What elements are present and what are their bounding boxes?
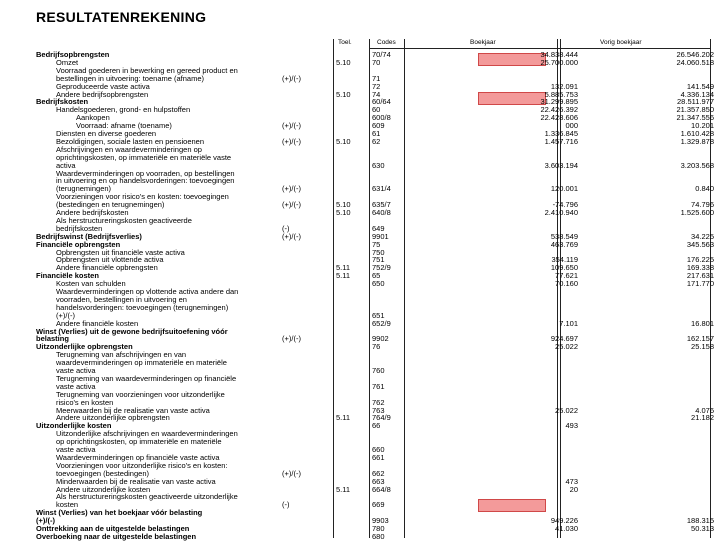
row-previous-value: 24.060.518 xyxy=(676,57,714,67)
header-current-year: Boekjaar xyxy=(470,39,496,46)
row-current-value: 463.769 xyxy=(550,239,578,249)
row-code: 74 xyxy=(372,89,381,99)
row-previous-value: 21.182 xyxy=(691,413,714,423)
row-label: Overboeking naar de uitgestelde belastingen xyxy=(36,531,197,541)
row-code: 661 xyxy=(372,452,385,462)
header-previous-year: Vorig boekjaar xyxy=(600,39,642,46)
row-current-value: 70.160 xyxy=(555,279,578,289)
row-toel: 5.10 xyxy=(336,200,351,210)
row-previous-value: 50.313 xyxy=(691,524,714,533)
row-sign: (+)/(-) xyxy=(282,121,301,131)
header-underline xyxy=(369,48,710,49)
row-previous-value: 141.549 xyxy=(686,81,714,91)
row-previous-value: 217.631 xyxy=(686,271,714,281)
row-label: Terugneming van afschrijvingen en van xyxy=(56,350,187,360)
row-label: Afschrijvingen en waardeverminderingen op xyxy=(56,144,202,154)
row-previous-value: 21.347.556 xyxy=(676,113,714,123)
row-label: Kosten van schulden xyxy=(56,279,126,289)
row-previous-value: 1.610.428 xyxy=(680,129,714,138)
row-code: 62 xyxy=(372,136,381,146)
row-code: 651 xyxy=(372,310,385,320)
row-code: 649 xyxy=(372,223,385,233)
row-label: belasting xyxy=(36,334,69,344)
row-code: 650 xyxy=(372,279,385,289)
row-sign: (+)/(-) xyxy=(282,136,301,146)
row-label: bedrijfskosten xyxy=(56,223,103,233)
row-label: (terugnemingen) xyxy=(56,184,112,194)
row-label: Uitzonderlijke afschrijvingen en waardeverminderingen xyxy=(56,429,238,439)
income-statement-table xyxy=(30,36,714,541)
row-code: 60/64 xyxy=(372,97,391,107)
row-code: 662 xyxy=(372,468,385,478)
row-label: voorraden, bestellingen in uitvoering en xyxy=(56,294,187,304)
row-sign: (+)/(-) xyxy=(282,231,301,241)
row-code: 751 xyxy=(372,255,385,265)
row-sign: (+)/(-) xyxy=(282,73,301,83)
row-toel: 5.10 xyxy=(336,89,351,99)
row-toel: 5.11 xyxy=(336,263,351,273)
row-code: 760 xyxy=(372,366,385,375)
row-current-value: 120.001 xyxy=(550,184,578,194)
row-code: 9903 xyxy=(372,516,389,526)
row-label: Bedrijfsopbrengsten xyxy=(36,50,110,59)
row-code: 780 xyxy=(372,524,385,533)
row-previous-value: 188.315 xyxy=(686,516,714,526)
row-label: Bezoldigingen, sociale lasten en pensioenen xyxy=(56,136,205,146)
row-label: kosten xyxy=(56,500,79,510)
row-current-value: 3.603.194 xyxy=(544,160,578,170)
row-current-value: 5.885.753 xyxy=(544,89,578,99)
row-code: 680 xyxy=(372,531,385,541)
row-code: 600/8 xyxy=(372,113,391,123)
row-label: Financiële opbrengsten xyxy=(36,239,121,249)
row-code: 669 xyxy=(372,500,385,510)
row-previous-value: 74.796 xyxy=(691,200,714,210)
row-label: Winst (Verlies) van het boekjaar vóór belasting xyxy=(36,508,203,518)
row-previous-value: 28.511.977 xyxy=(677,97,714,107)
row-label: waardeverminderingen op immateriële en materiële xyxy=(56,358,227,368)
row-code: 640/8 xyxy=(372,208,391,217)
row-label: Voorzieningen voor uitzonderlijke risico's en kosten: xyxy=(56,460,228,470)
row-label: Minderwaarden bij de realisatie van vaste activa xyxy=(56,476,216,486)
row-toel: 5.11 xyxy=(336,484,351,494)
row-current-value: 22.426.392 xyxy=(540,105,578,115)
row-sign: (+)/(-) xyxy=(282,468,301,478)
row-previous-value: 1.329.878 xyxy=(680,136,714,146)
row-code: 9901 xyxy=(372,231,389,241)
row-current-value: 132.091 xyxy=(550,81,578,91)
row-previous-value: 34.225 xyxy=(691,231,714,241)
row-code: 61 xyxy=(372,129,381,138)
row-code: 660 xyxy=(372,445,385,454)
row-previous-value: 1.525.600 xyxy=(680,208,714,217)
row-previous-value: 3.203.568 xyxy=(680,160,714,170)
row-label: Bedrijfskosten xyxy=(36,97,89,107)
row-label: bestellingen in uitvoering: toename (afname) xyxy=(56,73,205,83)
row-previous-value: 0.840 xyxy=(695,184,714,194)
row-toel: 5.11 xyxy=(336,271,351,281)
row-current-value: 25.022 xyxy=(555,342,578,352)
row-previous-value: 10.201 xyxy=(691,121,714,131)
row-label: Diensten en diverse goederen xyxy=(56,129,157,138)
row-label: vaste activa xyxy=(56,366,96,375)
row-code: 9902 xyxy=(372,334,389,344)
row-code: 72 xyxy=(372,81,381,91)
row-code: 76 xyxy=(372,342,381,352)
row-label: Uitzonderlijke opbrengsten xyxy=(36,342,133,352)
row-label: Andere bedrijfskosten xyxy=(56,208,129,217)
row-label: Als herstructureringskosten geactiveerde uitzonderlijke xyxy=(56,492,238,502)
row-code: 763 xyxy=(372,405,385,415)
row-label: toevoegingen (bestedingen) xyxy=(56,468,149,478)
row-previous-value: 4.336.134 xyxy=(680,89,714,99)
row-code: 635/7 xyxy=(372,200,391,210)
row-sign: (+)/(-) xyxy=(282,334,301,344)
row-label: Opbrengsten uit vlottende activa xyxy=(56,255,164,265)
row-label: activa xyxy=(56,160,76,170)
row-label: Meerwaarden bij de realisatie van vaste activa xyxy=(56,405,210,415)
row-current-value: 1.336.845 xyxy=(544,129,578,138)
row-current-value: 493 xyxy=(565,421,578,431)
row-toel: 5.10 xyxy=(336,57,351,67)
row-label: handelsvorderingen: toevoegingen (terugnemingen) xyxy=(56,302,229,312)
row-label: Terugneming van voorzieningen voor uitzonderlijke xyxy=(56,389,225,399)
row-current-value: 77.621 xyxy=(555,271,578,281)
row-label: vaste activa xyxy=(56,445,96,454)
row-current-value: 538.549 xyxy=(550,231,578,241)
row-toel: 5.11 xyxy=(336,413,351,423)
row-label: Omzet xyxy=(56,57,79,67)
row-label: vaste activa xyxy=(56,381,96,391)
row-code: 752/9 xyxy=(372,263,391,273)
row-label: Handelsgoederen, grond- en hulpstoffen xyxy=(56,105,191,115)
row-code: 764/9 xyxy=(372,413,391,423)
row-code: 631/4 xyxy=(372,184,391,194)
row-toel: 5.10 xyxy=(336,136,351,146)
row-sign: (+)/(-) xyxy=(282,184,301,194)
row-previous-value: 345.563 xyxy=(686,239,714,249)
row-label: Andere uitzonderlijke kosten xyxy=(56,484,151,494)
row-label: (+)/(-) xyxy=(36,516,55,526)
row-label: Financiële kosten xyxy=(36,271,99,281)
row-sign: (-) xyxy=(282,500,290,510)
row-label: Uitzonderlijke kosten xyxy=(36,421,112,431)
row-label: risico's en kosten xyxy=(56,397,114,407)
row-current-value: 000 xyxy=(565,121,578,131)
row-code: 65 xyxy=(372,271,381,281)
row-previous-value: 16.801 xyxy=(691,318,714,328)
row-label: Opbrengsten uit financiële vaste activa xyxy=(56,247,185,257)
row-label: Voorraad goederen in bewerking en gereed product en xyxy=(56,65,238,75)
row-current-value: 7.101 xyxy=(559,318,578,328)
row-label: Onttrekking aan de uitgestelde belastingen xyxy=(36,524,190,533)
header-toel: Toel. xyxy=(338,39,352,46)
row-sign: (-) xyxy=(282,223,290,233)
row-current-value: 1.457.716 xyxy=(544,136,578,146)
row-current-value: 34.838.444 xyxy=(540,50,578,59)
row-label: Terugneming van waardeverminderingen op financiële xyxy=(56,373,237,383)
row-label: Waardeverminderingen op vlottende activa andere dan xyxy=(56,287,239,296)
row-label: Bedrijfswinst (Bedrijfsverlies) xyxy=(36,231,142,241)
row-code: 652/9 xyxy=(372,318,391,328)
row-label: Voorzieningen voor risico's en kosten: toevoegingen xyxy=(56,192,229,202)
row-label: Winst (Verlies) uit de gewone bedrijfsuitoefening vóór xyxy=(36,326,228,336)
row-label: Andere financiële opbrengsten xyxy=(56,263,158,273)
row-previous-value: 171.770 xyxy=(686,279,714,289)
row-label: Andere financiële kosten xyxy=(56,318,139,328)
row-code: 71 xyxy=(372,73,381,83)
row-code: 750 xyxy=(372,247,385,257)
row-label: Voorraad: afname (toename) xyxy=(76,121,172,131)
row-code: 664/8 xyxy=(372,484,391,494)
row-current-value: 924.697 xyxy=(550,334,578,344)
row-current-value: 41.030 xyxy=(555,524,578,533)
row-label: (bestedingen en terugnemingen) xyxy=(56,200,165,210)
row-label: Als herstructureringskosten geactiveerde xyxy=(56,215,192,225)
row-current-value: 2.410.940 xyxy=(544,208,578,217)
row-current-value: 25.700.000 xyxy=(540,57,578,67)
row-previous-value: 4.076 xyxy=(695,405,714,415)
row-current-value: 109.650 xyxy=(550,263,578,273)
row-code: 762 xyxy=(372,397,385,407)
row-toel: 5.10 xyxy=(336,208,351,217)
row-previous-value: 169.338 xyxy=(686,263,714,273)
row-code: 60 xyxy=(372,105,381,115)
row-code: 663 xyxy=(372,476,385,486)
row-code: 609 xyxy=(372,121,385,131)
row-current-value: -74.796 xyxy=(552,200,578,210)
row-previous-value: 26.546.202 xyxy=(676,50,714,59)
row-current-value: 31.299.895 xyxy=(540,97,578,107)
row-current-value: 473 xyxy=(565,476,578,486)
row-code: 66 xyxy=(372,421,381,431)
row-code: 70/74 xyxy=(372,50,391,59)
row-label: Andere bedrijfsopbrengsten xyxy=(56,89,149,99)
row-code: 761 xyxy=(372,381,385,391)
row-previous-value: 25.158 xyxy=(691,342,714,352)
row-label: Waardeverminderingen op voorraden, op bestellingen xyxy=(56,168,235,178)
row-code: 75 xyxy=(372,239,381,249)
row-sign: (+)/(-) xyxy=(282,200,301,210)
row-current-value: 25.022 xyxy=(555,405,578,415)
row-label: in uitvoering en op handelsvorderingen: toevoegingen xyxy=(56,176,235,186)
header-codes: Codes xyxy=(377,39,396,46)
row-label: oprichtingskosten, op immateriële en materiële vaste xyxy=(56,152,232,162)
row-current-value: 20 xyxy=(569,484,578,494)
row-label: Waardeverminderingen op financiële vaste activa xyxy=(56,452,220,462)
row-current-value: 949.226 xyxy=(550,516,578,526)
row-previous-value: 162.157 xyxy=(686,334,714,344)
row-current-value: 354.119 xyxy=(551,255,578,265)
row-current-value: 22.428.606 xyxy=(540,113,578,123)
row-label: op oprichtingskosten, op immateriële en materiële xyxy=(56,437,222,447)
row-label: Geproduceerde vaste activa xyxy=(56,81,150,91)
page-title: RESULTATENREKENING xyxy=(36,9,207,25)
row-previous-value: 21.357.850 xyxy=(676,105,714,115)
row-code: 70 xyxy=(372,57,381,67)
row-label: (+)/(-) xyxy=(56,310,75,320)
row-label: Aankopen xyxy=(76,113,110,123)
row-previous-value: 176.225 xyxy=(686,255,714,265)
row-label: Andere uitzonderlijke opbrengsten xyxy=(56,413,170,423)
row-code: 630 xyxy=(372,160,385,170)
